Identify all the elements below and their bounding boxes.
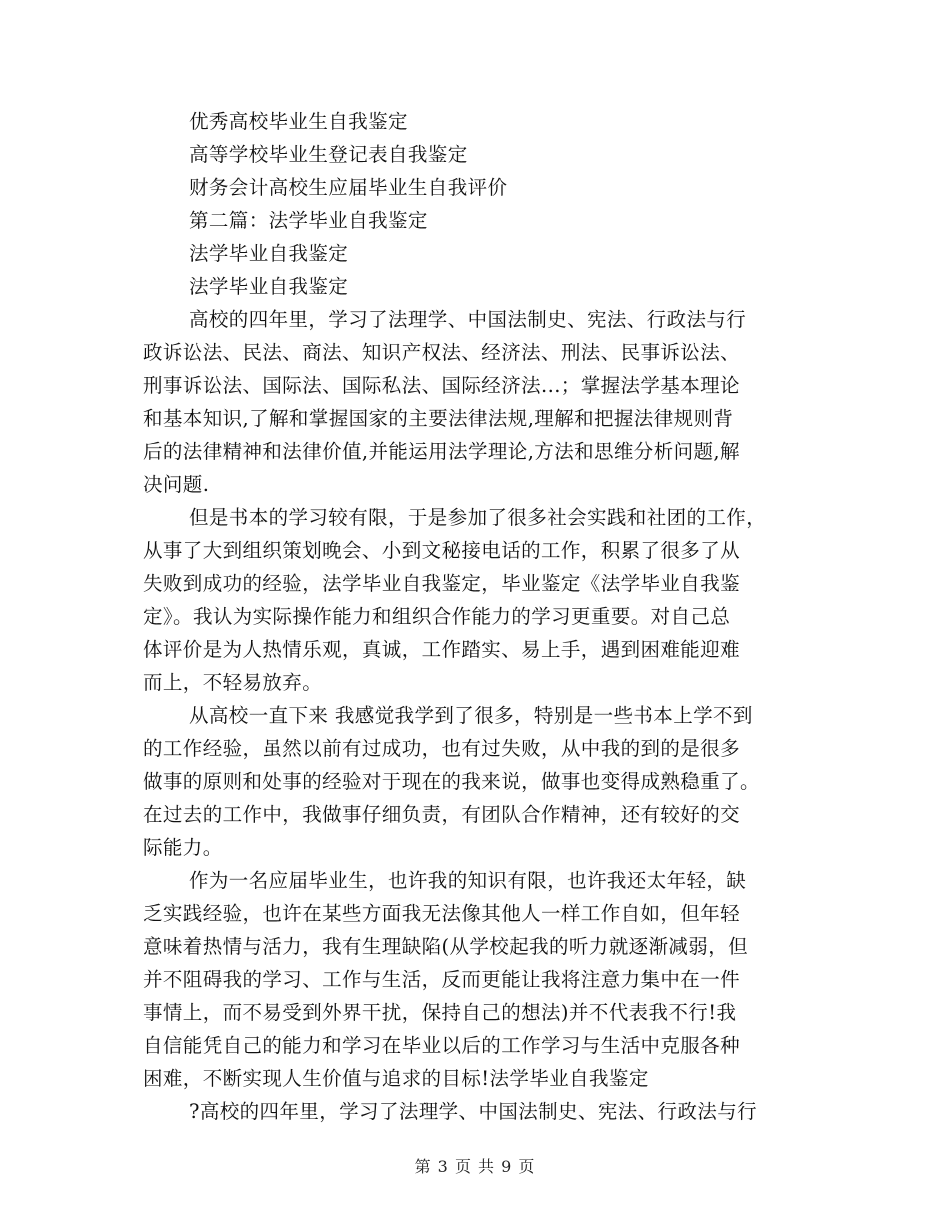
text-line: 乏实践经验，也许在某些方面我无法像其他人一样工作自如，但年轻: [143, 902, 741, 925]
text-line: 做事的原则和处事的经验对于现在的我来说，做事也变得成熟稳重了。: [143, 770, 760, 793]
text-line: 法学毕业自我鉴定: [189, 275, 349, 298]
text-line: 失败到成功的经验，法学毕业自我鉴定，毕业鉴定《法学毕业自我鉴: [143, 572, 741, 595]
text-line: 优秀高校毕业生自我鉴定: [189, 110, 408, 133]
text-line: 事情上，而不易受到外界干扰，保持自己的想法)并不代表我不行!我: [143, 1001, 737, 1024]
text-line: 的工作经验，虽然以前有过成功，也有过失败，从中我的到的是很多: [143, 737, 741, 760]
text-line: 法学毕业自我鉴定: [189, 242, 349, 265]
text-line: 高等学校毕业生登记表自我鉴定: [189, 143, 468, 166]
text-line: 从高校一直下来 我感觉我学到了很多，特别是一些书本上学不到: [189, 704, 753, 727]
document-body: [143, 105, 798, 1128]
text-line: 并不阻碍我的学习、工作与生活，反而更能让我将注意力集中在一件: [143, 968, 741, 991]
text-line: 高校的四年里，学习了法理学、中国法制史、宪法、行政法与行: [189, 308, 747, 331]
text-line: 但是书本的学习较有限，于是参加了很多社会实践和社团的工作，: [189, 506, 767, 529]
text-line: ?高校的四年里，学习了法理学、中国法制史、宪法、行政法与行: [189, 1100, 758, 1123]
page-number-footer: 第 3 页 共 9 页: [414, 1157, 536, 1176]
text-line: 自信能凭自己的能力和学习在毕业以后的工作学习与生活中克服各种: [143, 1034, 741, 1057]
text-line: 决问题.: [143, 473, 210, 496]
text-line: 困难，不断实现人生价值与追求的目标!法学毕业自我鉴定: [143, 1067, 649, 1090]
text-line: 际能力。: [143, 836, 223, 859]
text-line: 后的法律精神和法律价值,并能运用法学理论,方法和思维分析问题,解: [143, 440, 740, 463]
text-line: 而上，不轻易放弃。: [143, 671, 323, 694]
text-line: 第二篇：法学毕业自我鉴定: [189, 209, 428, 232]
text-line: 在过去的工作中，我做事仔细负责，有团队合作精神，还有较好的交: [143, 803, 741, 826]
text-line: 政诉讼法、民法、商法、知识产权法、经济法、刑法、民事诉讼法、: [143, 341, 741, 364]
text-line: 意味着热情与活力，我有生理缺陷(从学校起我的听力就逐渐减弱，但: [143, 935, 749, 958]
text-line: 财务会计高校生应届毕业生自我评价: [189, 176, 508, 199]
text-line: 定》。我认为实际操作能力和组织合作能力的学习更重要。对自己总: [143, 605, 731, 628]
text-line: 从事了大到组织策划晚会、小到文秘接电话的工作，积累了很多了从: [143, 539, 741, 562]
text-line: 刑事诉讼法、国际法、国际私法、国际经济法...；掌握法学基本理论: [143, 374, 740, 397]
text-line: 作为一名应届毕业生，也许我的知识有限，也许我还太年轻，缺: [189, 869, 747, 892]
text-line: 体评价是为人热情乐观，真诚，工作踏实、易上手，遇到困难能迎难: [143, 638, 741, 661]
text-line: 和基本知识,了解和掌握国家的主要法律法规,理解和把握法律规则背: [143, 407, 734, 430]
